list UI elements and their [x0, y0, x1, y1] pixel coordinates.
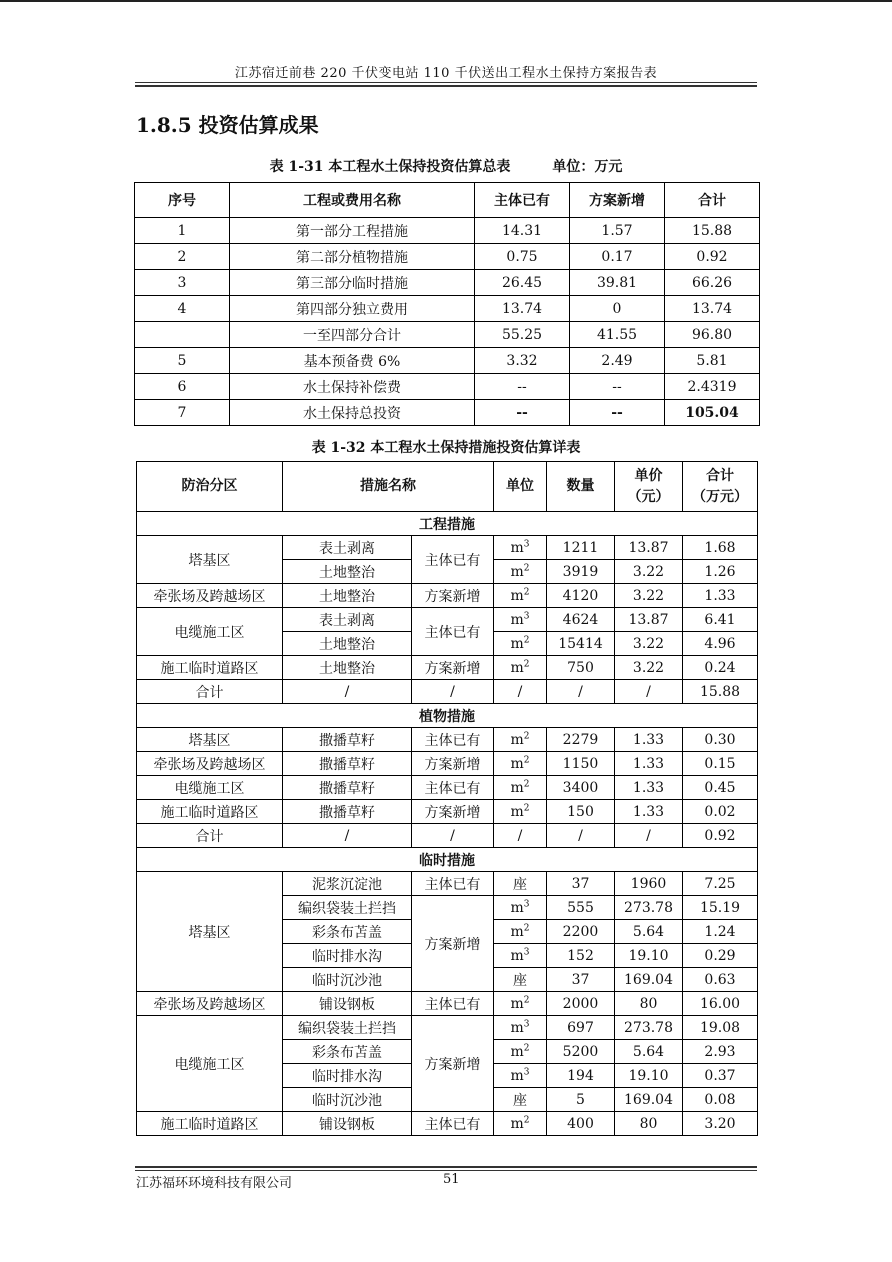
measure-cell: 临时沉沙池 [283, 968, 412, 992]
total-cell: 3.20 [683, 1112, 758, 1136]
table-cell: -- [475, 374, 570, 400]
table-cell: 第二部分植物措施 [230, 244, 475, 270]
unit-exponent: 2 [523, 778, 530, 789]
table-cell: 一至四部分合计 [230, 322, 475, 348]
unit-cell [494, 656, 547, 680]
source-cell: 主体已有 [412, 872, 494, 896]
table-cell: -- [475, 400, 570, 426]
column-header: 单位 [494, 462, 547, 512]
total-cell: 0.37 [683, 1064, 758, 1088]
total-cell: 0.24 [683, 656, 758, 680]
slash-cell: / [547, 680, 615, 704]
table-cell: 15.88 [665, 218, 760, 244]
unit-text: m [510, 1115, 524, 1132]
table-row [137, 584, 758, 608]
total-cell: 1.24 [683, 920, 758, 944]
unit-cell [494, 728, 547, 752]
unit-text: m [510, 899, 524, 916]
table-row [135, 218, 760, 244]
unit-cell [494, 776, 547, 800]
group-row [137, 512, 758, 536]
group-heading: 工程措施 [137, 512, 758, 536]
table-cell: 2.49 [570, 348, 665, 374]
unit-cell: 座 [494, 968, 547, 992]
price-cell: 5.64 [615, 1040, 683, 1064]
unit-price-unit: （元） [627, 488, 670, 505]
total-cell: 4.96 [683, 632, 758, 656]
unit-cell [494, 560, 547, 584]
measure-cell: 临时排水沟 [283, 1064, 412, 1088]
table-cell: 4 [135, 296, 230, 322]
price-cell: 169.04 [615, 968, 683, 992]
source-cell: 主体已有 [412, 536, 494, 584]
qty-cell: 15414 [547, 632, 615, 656]
qty-cell: 2200 [547, 920, 615, 944]
unit-text: m [510, 563, 524, 580]
table-cell: 41.55 [570, 322, 665, 348]
table-row [135, 270, 760, 296]
table-cell: 13.74 [665, 296, 760, 322]
unit-exponent: 3 [523, 898, 530, 909]
zone-cell: 施工临时道路区 [137, 800, 283, 824]
unit-exponent: 2 [523, 994, 530, 1005]
table-row [137, 752, 758, 776]
table-row [137, 800, 758, 824]
unit-exponent: 2 [523, 730, 530, 741]
top-border [0, 0, 892, 2]
table-row [135, 296, 760, 322]
table-row [137, 728, 758, 752]
total-cell: 0.29 [683, 944, 758, 968]
header-rule [135, 82, 757, 83]
unit-exponent: 2 [523, 658, 530, 669]
table-cell [135, 322, 230, 348]
column-header: 防治分区 [137, 462, 283, 512]
unit-exponent: 2 [523, 922, 530, 933]
unit-cell [494, 1112, 547, 1136]
unit-text: m [510, 947, 524, 964]
table-cell: 96.80 [665, 322, 760, 348]
group-heading: 植物措施 [137, 704, 758, 728]
total-cell: 0.15 [683, 752, 758, 776]
investment-summary-table [134, 182, 760, 426]
table-cell: 水土保持总投资 [230, 400, 475, 426]
table-cell: 39.81 [570, 270, 665, 296]
slash-cell: / [412, 824, 494, 848]
total-cell: 0.92 [683, 824, 758, 848]
zone-cell: 牵张场及跨越场区 [137, 752, 283, 776]
measure-cell: 撒播草籽 [283, 776, 412, 800]
unit-exponent: 2 [523, 562, 530, 573]
source-cell: 主体已有 [412, 728, 494, 752]
table-cell: 0.75 [475, 244, 570, 270]
qty-cell: 1211 [547, 536, 615, 560]
slash-cell: / [283, 680, 412, 704]
zone-cell: 牵张场及跨越场区 [137, 992, 283, 1016]
source-cell: 主体已有 [412, 1112, 494, 1136]
total-cell: 0.02 [683, 800, 758, 824]
slash-cell: / [615, 680, 683, 704]
unit-text: m [510, 923, 524, 940]
table-row [137, 872, 758, 896]
measure-cell: 撒播草籽 [283, 752, 412, 776]
table-cell: 2 [135, 244, 230, 270]
price-cell: 80 [615, 992, 683, 1016]
header-rule-thick [135, 85, 757, 87]
unit-text: m [510, 779, 524, 796]
source-cell: 主体已有 [412, 992, 494, 1016]
qty-cell: 4120 [547, 584, 615, 608]
unit-text: m [510, 1043, 524, 1060]
table-cell: 0 [570, 296, 665, 322]
table-row [137, 776, 758, 800]
unit-exponent: 2 [523, 802, 530, 813]
unit-text: m [510, 587, 524, 604]
table-cell: 3.32 [475, 348, 570, 374]
total-cell: 15.88 [683, 680, 758, 704]
slash-cell: / [494, 680, 547, 704]
qty-cell: 5 [547, 1088, 615, 1112]
subtotal-label: 合计 [137, 824, 283, 848]
table-row [137, 1016, 758, 1040]
group-row [137, 704, 758, 728]
unit-cell [494, 944, 547, 968]
zone-cell: 塔基区 [137, 872, 283, 992]
qty-cell: 2279 [547, 728, 615, 752]
column-header [615, 462, 683, 512]
unit-exponent: 2 [523, 1114, 530, 1125]
table-cell: 0.92 [665, 244, 760, 270]
price-cell: 3.22 [615, 560, 683, 584]
column-header: 序号 [135, 183, 230, 218]
table-cell: 1.57 [570, 218, 665, 244]
zone-cell: 施工临时道路区 [137, 1112, 283, 1136]
measure-cell: 土地整治 [283, 560, 412, 584]
table-row [135, 348, 760, 374]
column-header: 合计 [665, 183, 760, 218]
total-cell: 1.26 [683, 560, 758, 584]
source-cell: 方案新增 [412, 1016, 494, 1112]
total-cell: 7.25 [683, 872, 758, 896]
price-cell: 19.10 [615, 944, 683, 968]
table-cell: 2.4319 [665, 374, 760, 400]
footer-rule-thick [135, 1166, 757, 1168]
unit-cell [494, 632, 547, 656]
qty-cell: 4624 [547, 608, 615, 632]
qty-cell: 400 [547, 1112, 615, 1136]
table-cell: 7 [135, 400, 230, 426]
measure-cell: 土地整治 [283, 584, 412, 608]
table-cell: 1 [135, 218, 230, 244]
unit-cell [494, 1040, 547, 1064]
price-cell: 1960 [615, 872, 683, 896]
qty-cell: 150 [547, 800, 615, 824]
group-row [137, 848, 758, 872]
measure-cell: 土地整治 [283, 632, 412, 656]
unit-cell: 座 [494, 872, 547, 896]
measure-cell: 土地整治 [283, 656, 412, 680]
qty-cell: 5200 [547, 1040, 615, 1064]
table-cell: 5.81 [665, 348, 760, 374]
measure-cell: 临时排水沟 [283, 944, 412, 968]
unit-cell [494, 584, 547, 608]
slash-cell: / [283, 824, 412, 848]
table-row [137, 1112, 758, 1136]
unit-text: m [510, 731, 524, 748]
table-total-row [135, 400, 760, 426]
table-cell: 5 [135, 348, 230, 374]
table-row [137, 656, 758, 680]
unit-cell [494, 1016, 547, 1040]
measures-detail-table [136, 461, 758, 1136]
total-unit: （万元） [692, 488, 748, 505]
table-cell: 0.17 [570, 244, 665, 270]
zone-cell: 施工临时道路区 [137, 656, 283, 680]
unit-cell [494, 800, 547, 824]
price-cell: 273.78 [615, 1016, 683, 1040]
unit-cell: 座 [494, 1088, 547, 1112]
qty-cell: 697 [547, 1016, 615, 1040]
table-row [137, 992, 758, 1016]
page-number: 51 [443, 1172, 460, 1187]
table1-unit: 单位：万元 [552, 159, 623, 175]
column-header: 方案新增 [570, 183, 665, 218]
table-cell: 3 [135, 270, 230, 296]
qty-cell: 37 [547, 968, 615, 992]
column-header: 数量 [547, 462, 615, 512]
unit-exponent: 3 [523, 1018, 530, 1029]
table-cell: 第四部分独立费用 [230, 296, 475, 322]
unit-exponent: 2 [523, 634, 530, 645]
column-header: 工程或费用名称 [230, 183, 475, 218]
total-cell: 0.30 [683, 728, 758, 752]
source-cell: 方案新增 [412, 584, 494, 608]
unit-price-label: 单价 [634, 467, 663, 484]
unit-text: m [510, 1067, 524, 1084]
table-row [135, 244, 760, 270]
total-cell: 0.08 [683, 1088, 758, 1112]
measure-cell: 撒播草籽 [283, 728, 412, 752]
section-title: 1.8.5 投资估算成果 [136, 113, 319, 137]
price-cell: 80 [615, 1112, 683, 1136]
table-cell: 第三部分临时措施 [230, 270, 475, 296]
unit-exponent: 2 [523, 754, 530, 765]
table-cell: -- [570, 374, 665, 400]
unit-text: m [510, 803, 524, 820]
slash-cell: / [615, 824, 683, 848]
table-row [135, 322, 760, 348]
price-cell: 3.22 [615, 632, 683, 656]
unit-cell [494, 536, 547, 560]
unit-cell [494, 992, 547, 1016]
unit-text: m [510, 755, 524, 772]
measure-cell: 表土剥离 [283, 608, 412, 632]
unit-text: m [510, 635, 524, 652]
qty-cell: 152 [547, 944, 615, 968]
qty-cell: 194 [547, 1064, 615, 1088]
table-row [137, 608, 758, 632]
price-cell: 169.04 [615, 1088, 683, 1112]
price-cell: 13.87 [615, 608, 683, 632]
total-label: 合计 [706, 467, 734, 484]
price-cell: 1.33 [615, 800, 683, 824]
table-row [137, 536, 758, 560]
price-cell: 1.33 [615, 752, 683, 776]
total-cell: 1.33 [683, 584, 758, 608]
table-header-row [135, 183, 760, 218]
measure-cell: 彩条布苫盖 [283, 1040, 412, 1064]
price-cell: 3.22 [615, 584, 683, 608]
table-cell: 第一部分工程措施 [230, 218, 475, 244]
table-cell: 66.26 [665, 270, 760, 296]
table-cell: 55.25 [475, 322, 570, 348]
price-cell: 19.10 [615, 1064, 683, 1088]
price-cell: 1.33 [615, 776, 683, 800]
measure-cell: 表土剥离 [283, 536, 412, 560]
unit-exponent: 3 [523, 610, 530, 621]
source-cell: 方案新增 [412, 896, 494, 992]
zone-cell: 电缆施工区 [137, 1016, 283, 1112]
source-cell: 主体已有 [412, 608, 494, 656]
unit-cell [494, 1064, 547, 1088]
subtotal-row [137, 824, 758, 848]
group-heading: 临时措施 [137, 848, 758, 872]
table-cell: -- [570, 400, 665, 426]
total-cell: 19.08 [683, 1016, 758, 1040]
unit-text: m [510, 539, 524, 556]
unit-exponent: 2 [523, 1042, 530, 1053]
measure-cell: 铺设钢板 [283, 992, 412, 1016]
price-cell: 273.78 [615, 896, 683, 920]
table-cell: 26.45 [475, 270, 570, 296]
measure-cell: 撒播草籽 [283, 800, 412, 824]
slash-cell: / [494, 824, 547, 848]
table-row [135, 374, 760, 400]
total-cell: 15.19 [683, 896, 758, 920]
footer-company: 江苏福环环境科技有限公司 [136, 1176, 293, 1191]
total-cell: 2.93 [683, 1040, 758, 1064]
measure-cell: 编织袋装土拦挡 [283, 1016, 412, 1040]
table-cell: 6 [135, 374, 230, 400]
qty-cell: 2000 [547, 992, 615, 1016]
running-header: 江苏宿迁前巷 220 千伏变电站 110 千伏送出工程水土保持方案报告表 [234, 66, 658, 81]
total-cell: 1.68 [683, 536, 758, 560]
unit-exponent: 2 [523, 586, 530, 597]
table-cell: 14.31 [475, 218, 570, 244]
unit-text: m [510, 995, 524, 1012]
measure-cell: 铺设钢板 [283, 1112, 412, 1136]
unit-exponent: 3 [523, 946, 530, 957]
measure-cell: 编织袋装土拦挡 [283, 896, 412, 920]
qty-cell: 3919 [547, 560, 615, 584]
table-cell: 13.74 [475, 296, 570, 322]
table-cell: 基本预备费 6% [230, 348, 475, 374]
table-cell: 105.04 [665, 400, 760, 426]
column-header [683, 462, 758, 512]
source-cell: 主体已有 [412, 776, 494, 800]
total-cell: 16.00 [683, 992, 758, 1016]
price-cell: 3.22 [615, 656, 683, 680]
table-header-row [137, 462, 758, 512]
slash-cell: / [412, 680, 494, 704]
qty-cell: 37 [547, 872, 615, 896]
unit-exponent: 3 [523, 1066, 530, 1077]
measure-cell: 临时沉沙池 [283, 1088, 412, 1112]
measure-cell: 彩条布苫盖 [283, 920, 412, 944]
slash-cell: / [547, 824, 615, 848]
footer-rule [135, 1170, 757, 1171]
unit-exponent: 3 [523, 538, 530, 549]
unit-cell [494, 896, 547, 920]
qty-cell: 555 [547, 896, 615, 920]
unit-cell [494, 752, 547, 776]
column-header: 主体已有 [475, 183, 570, 218]
unit-text: m [510, 611, 524, 628]
table1-title: 表 1-31 本工程水土保持投资估算总表 [269, 159, 511, 175]
subtotal-label: 合计 [137, 680, 283, 704]
unit-text: m [510, 1019, 524, 1036]
table-cell: 水土保持补偿费 [230, 374, 475, 400]
price-cell: 1.33 [615, 728, 683, 752]
total-cell: 0.63 [683, 968, 758, 992]
zone-cell: 电缆施工区 [137, 608, 283, 656]
qty-cell: 3400 [547, 776, 615, 800]
total-cell: 0.45 [683, 776, 758, 800]
source-cell: 方案新增 [412, 800, 494, 824]
zone-cell: 塔基区 [137, 536, 283, 584]
qty-cell: 1150 [547, 752, 615, 776]
table1-caption [135, 156, 757, 176]
unit-cell [494, 608, 547, 632]
total-cell: 6.41 [683, 608, 758, 632]
zone-cell: 牵张场及跨越场区 [137, 584, 283, 608]
qty-cell: 750 [547, 656, 615, 680]
column-header: 措施名称 [283, 462, 494, 512]
price-cell: 5.64 [615, 920, 683, 944]
measure-cell: 泥浆沉淀池 [283, 872, 412, 896]
zone-cell: 塔基区 [137, 728, 283, 752]
unit-cell [494, 920, 547, 944]
table2-caption: 表 1-32 本工程水土保持措施投资估算详表 [311, 440, 581, 456]
zone-cell: 电缆施工区 [137, 776, 283, 800]
source-cell: 方案新增 [412, 656, 494, 680]
source-cell: 方案新增 [412, 752, 494, 776]
subtotal-row [137, 680, 758, 704]
unit-text: m [510, 659, 524, 676]
price-cell: 13.87 [615, 536, 683, 560]
